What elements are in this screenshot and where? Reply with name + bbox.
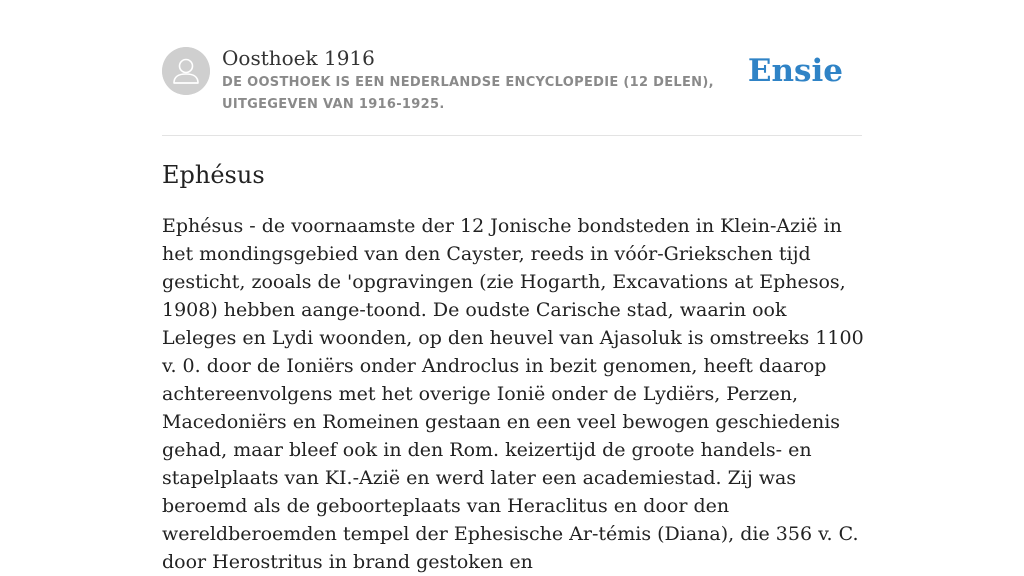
header-divider xyxy=(162,135,862,136)
user-icon xyxy=(162,47,210,95)
source-description: DE OOSTHOEK IS EEN NEDERLANDSE ENCYCLOPEDIE (12 DELEN), UITGEGEVEN VAN 1916-1925. xyxy=(222,75,714,112)
source-header xyxy=(162,46,862,136)
article-title: Ephésus xyxy=(162,161,265,189)
article-body: Ephésus - de voornaamste der 12 Jonische bondsteden in Klein-Azië in het mondingsgebied van den Cayster, reeds in vóór-Griekschen tijd gesticht, zooals de 'opgravingen (zie Hogarth, Excavations at Ephesos, 1908) hebben aange-toond. De oudste Carische stad, waarin ook Leleges en Lydi woonden, op den heuvel van Ajasoluk is omstreeks 1100 v. 0. door de Ioniërs onder Androclus in bezit genomen, heeft daarop achtereenvolgens met het overige Ionië onder de Lydiërs, Perzen, Macedoniërs en Romeinen gestaan en een veel bewogen geschiedenis gehad, maar bleef ook in den Rom. keizertijd de groote handels- en stapelplaats van KI.-Azië en werd later een academiestad. Zij was beroemd als de geboorteplaats van Heraclitus en door den wereldberoemden tempel der Ephesische Ar-témis (Diana), die 356 v. C. door Herostritus in brand gestoken en xyxy=(162,215,864,573)
ensie-logo[interactable]: Ensie xyxy=(747,53,843,89)
source-title[interactable]: Oosthoek 1916 xyxy=(222,46,375,70)
